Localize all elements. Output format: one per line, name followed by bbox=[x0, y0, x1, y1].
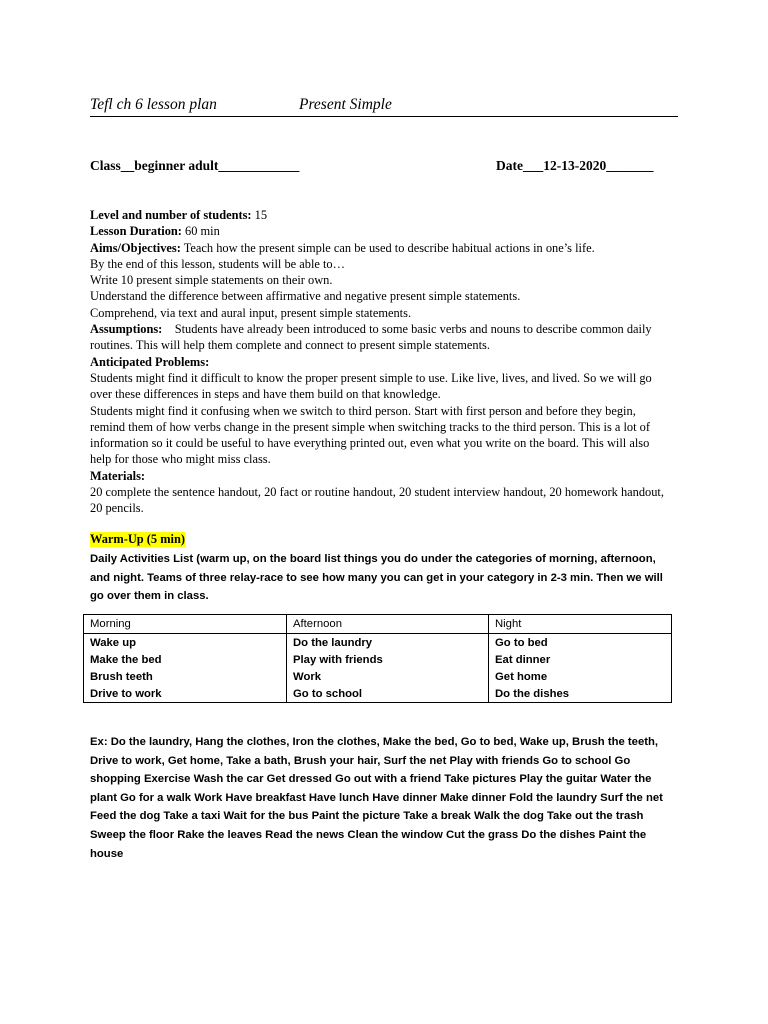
problems-label: Anticipated Problems: bbox=[90, 354, 210, 369]
problem-item: Students might find it difficult to know the proper present simple to use. Like live, lives, and lived. So we will go over these differences in steps and have them build on that knowledge. bbox=[90, 370, 652, 402]
aims-line bbox=[90, 240, 670, 256]
table-cell: Go to school bbox=[287, 685, 489, 703]
table-row bbox=[84, 651, 672, 668]
table-cell: Drive to work bbox=[84, 685, 287, 703]
assumptions-line bbox=[90, 321, 670, 354]
lesson-details bbox=[90, 207, 670, 517]
document-title: Tefl ch 6 lesson plan bbox=[90, 96, 217, 113]
assumptions-label: Assumptions: bbox=[90, 322, 163, 337]
lesson-topic: Present Simple bbox=[299, 96, 392, 113]
table-cell: Play with friends bbox=[287, 651, 489, 668]
table-row bbox=[84, 668, 672, 685]
problem-item: Students might find it confusing when we switch to third person. Start with first person and before they begin, remind them of how verbs change in the present simple when switching tracks to the third person. This is a lot of information so it could be useful to have everything printed out, even what you write on the board. This will also help for those who might miss class. bbox=[90, 403, 650, 467]
document-title-row bbox=[90, 94, 678, 117]
table-row bbox=[84, 634, 672, 652]
level-value: 15 bbox=[251, 208, 268, 222]
level-line bbox=[90, 207, 670, 223]
table-cell: Make the bed bbox=[84, 651, 287, 668]
table-cell: Do the dishes bbox=[489, 685, 672, 703]
warmup-instructions: Daily Activities List (warm up, on the board list things you do under the categories of morning, afternoon, and night. Teams of three relay-race to see how many you can get in your category in 2-3 min. Then we will go over them in class. bbox=[90, 553, 663, 602]
class-info-row bbox=[90, 158, 670, 174]
materials-value: 20 complete the sentence handout, 20 fact or routine handout, 20 student interview handout, 20 homework handout, 20 pencils. bbox=[90, 485, 664, 516]
date-field: Date___12-13-2020_______ bbox=[496, 158, 654, 173]
problems-heading bbox=[90, 354, 670, 370]
materials-heading bbox=[90, 468, 670, 484]
aims-item: Comprehend, via text and aural input, present simple statements. bbox=[90, 305, 412, 320]
activities-table bbox=[83, 614, 672, 703]
duration-label: Lesson Duration: bbox=[90, 224, 182, 239]
table-row bbox=[84, 685, 672, 703]
table-cell: Eat dinner bbox=[489, 651, 672, 668]
aims-item: Understand the difference between affirmative and negative present simple statements. bbox=[90, 289, 521, 304]
assumptions-value: Students have already been introduced to some basic verbs and nouns to describe common daily routines. This will help them complete and connect to present simple statements. bbox=[90, 322, 655, 353]
aims-item: By the end of this lesson, students will be able to… bbox=[90, 256, 346, 271]
materials-label: Materials: bbox=[90, 468, 146, 483]
examples-paragraph: Ex: Do the laundry, Hang the clothes, Iron the clothes, Make the bed, Go to bed, Wake up, Brush the teeth, Drive to work, Get home, Take a bath, Brush your hair, Surf the net Play with friends Go to school Go shopping Exercise Wash the car Get dressed Go out with a friend Take pictures Play the guitar Water the plant Go for a walk Work Have breakfast Have lunch Have dinner Make dinner Fold the laundry Surf the net Feed the dog Take a taxi Wait for the bus Paint the picture Take a break Walk the dog Take out the trash Sweep the floor Rake the leaves Read the news Clean the window Cut the grass Do the dishes Paint the house bbox=[90, 736, 663, 860]
table-cell: Work bbox=[287, 668, 489, 685]
table-cell: Do the laundry bbox=[287, 634, 489, 652]
warmup-heading: Warm-Up (5 min) bbox=[90, 532, 185, 546]
table-header-cell: Afternoon bbox=[287, 615, 489, 634]
aims-item: Write 10 present simple statements on their own. bbox=[90, 273, 333, 288]
table-cell: Go to bed bbox=[489, 634, 672, 652]
aims-value: Teach how the present simple can be used to describe habitual actions in one’s life. bbox=[180, 240, 595, 255]
duration-line bbox=[90, 223, 670, 239]
table-header-cell: Morning bbox=[84, 615, 287, 634]
table-header-cell: Night bbox=[489, 615, 672, 634]
duration-value: 60 min bbox=[181, 224, 220, 239]
table-cell: Wake up bbox=[84, 634, 287, 652]
aims-label: Aims/Objectives: bbox=[90, 240, 181, 255]
table-cell: Get home bbox=[489, 668, 672, 685]
table-cell: Brush teeth bbox=[84, 668, 287, 685]
level-label: Level and number of students: bbox=[90, 208, 252, 222]
table-header-row bbox=[84, 615, 672, 634]
class-field: Class__beginner adult____________ bbox=[90, 158, 300, 173]
